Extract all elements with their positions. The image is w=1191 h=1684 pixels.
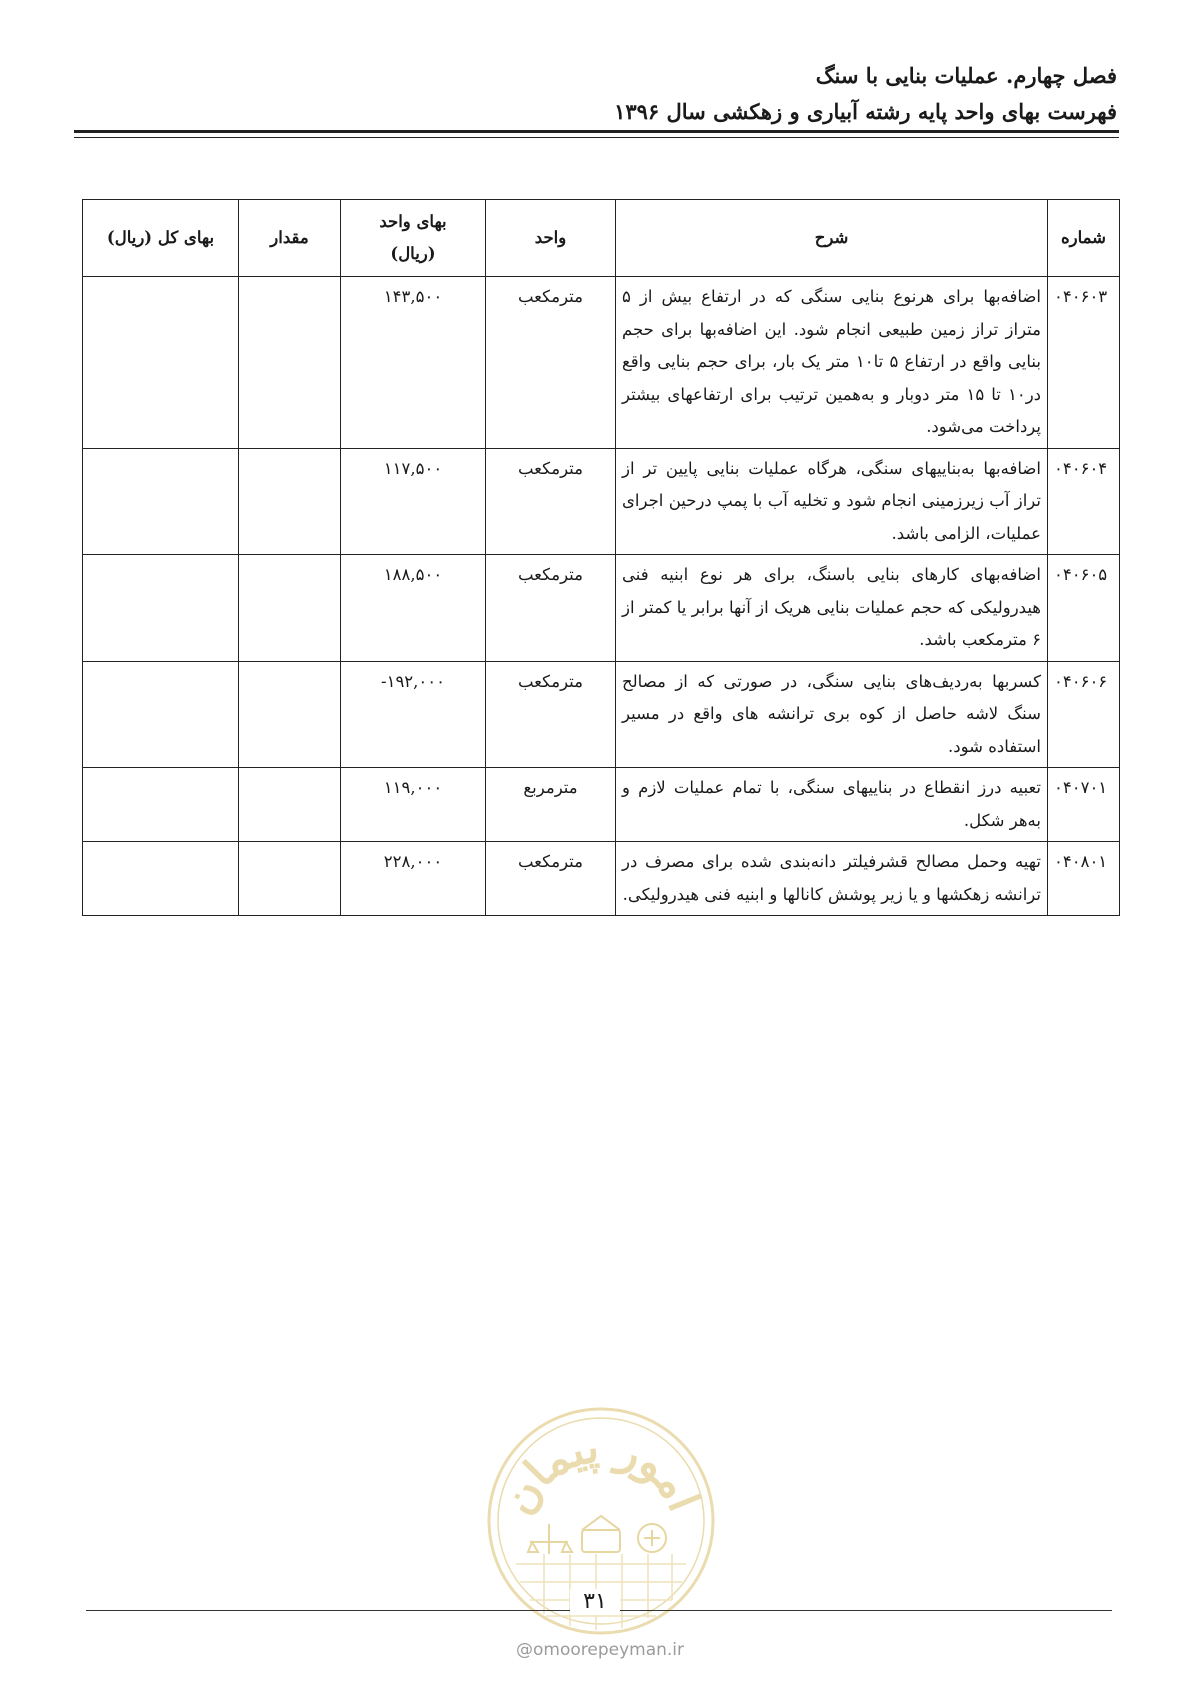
column-header-description: شرح — [616, 200, 1048, 277]
item-code: ۰۴۰۶۰۶ — [1048, 661, 1120, 768]
item-unit-price: ۲۲۸,۰۰۰ — [341, 842, 486, 916]
item-total — [83, 448, 239, 555]
unit-price-label: بهای واحد — [379, 211, 447, 231]
item-total — [83, 277, 239, 449]
item-unit: مترمکعب — [486, 842, 616, 916]
page-number: ۳۱ — [570, 1589, 620, 1615]
chapter-title: فصل چهارم. عملیات بنایی با سنگ — [815, 63, 1117, 88]
item-unit: مترمکعب — [486, 661, 616, 768]
item-quantity — [239, 448, 341, 555]
item-description: اضافه‌بهای کارهای بنایی باسنگ، برای هر نوع ابنیه فنی هیدرولیکی که حجم عملیات بنایی هریک از آنها برابر یا کمتر از ۶ مترمکعب باشد. — [616, 555, 1048, 662]
column-header-unit-price — [341, 200, 486, 277]
item-total — [83, 842, 239, 916]
column-header-unit: واحد — [486, 200, 616, 277]
price-list-table — [82, 199, 1120, 916]
item-quantity — [239, 661, 341, 768]
item-description: تهیه وحمل مصالح قشرفیلتر دانه‌بندی شده برای مصرف در ترانشه زهکشها و یا زیر پوشش کانالها و ابنیه فنی هیدرولیکی. — [616, 842, 1048, 916]
item-quantity — [239, 842, 341, 916]
item-code: ۰۴۰۶۰۴ — [1048, 448, 1120, 555]
item-unit: مترمربع — [486, 768, 616, 842]
website-watermark: @omoorepeyman.ir — [515, 1640, 685, 1660]
page-header — [67, 58, 1117, 130]
item-code: ۰۴۰۷۰۱ — [1048, 768, 1120, 842]
seal-emblems-icon — [528, 1516, 666, 1554]
item-code: ۰۴۰۶۰۳ — [1048, 277, 1120, 449]
seal-lettering: امور پیمان — [492, 1421, 710, 1523]
item-unit-price: ۱۱۷,۵۰۰ — [341, 448, 486, 555]
item-description: اضافه‌بها به‌بناییهای سنگی، هرگاه عملیات بنایی پایین تر از تراز آب زیرزمینی انجام شود و تخلیه آب با پمپ درحین اجرای عملیات، الزامی باشد. — [616, 448, 1048, 555]
item-quantity — [239, 277, 341, 449]
table-row — [83, 555, 1120, 662]
table-row — [83, 448, 1120, 555]
header-rule-thin — [74, 137, 1119, 138]
item-unit-price: ۱۱۹,۰۰۰ — [341, 768, 486, 842]
table-row — [83, 661, 1120, 768]
item-unit: مترمکعب — [486, 448, 616, 555]
table-header-row — [83, 200, 1120, 277]
item-unit: مترمکعب — [486, 277, 616, 449]
column-header-code: شماره — [1048, 200, 1120, 277]
item-quantity — [239, 555, 341, 662]
item-quantity — [239, 768, 341, 842]
column-header-total: بهای کل (ریال) — [83, 200, 239, 277]
item-code: ۰۴۰۶۰۵ — [1048, 555, 1120, 662]
item-total — [83, 555, 239, 662]
table-row — [83, 768, 1120, 842]
unit-price-currency: (ریال) — [390, 244, 436, 263]
item-unit-price: ۱۸۸,۵۰۰ — [341, 555, 486, 662]
item-unit-price: ۱۴۳,۵۰۰ — [341, 277, 486, 449]
document-subtitle: فهرست بهای واحد پایه رشته آبیاری و زهکشی سال ۱۳۹۶ — [614, 99, 1117, 124]
column-header-quantity: مقدار — [239, 200, 341, 277]
item-description: تعبیه درز انقطاع در بناییهای سنگی، با تمام عملیات لازم و به‌هر شکل. — [616, 768, 1048, 842]
table-row — [83, 842, 1120, 916]
table-row — [83, 277, 1120, 449]
item-unit-price: -۱۹۲,۰۰۰ — [341, 661, 486, 768]
item-total — [83, 768, 239, 842]
item-description: اضافه‌بها برای هرنوع بنایی سنگی که در ارتفاع بیش از ۵ متراز تراز زمین طبیعی انجام شود. این اضافه‌بها برای حجم بنایی واقع در ارتفاع ۵ تا۱۰ متر یک بار، برای حجم بنایی واقع در۱۰ تا ۱۵ متر دوبار و به‌همین ترتیب برای ارتفاعهای بیشتر پرداخت می‌شود. — [616, 277, 1048, 449]
item-total — [83, 661, 239, 768]
header-rule-thick — [74, 130, 1119, 133]
item-unit: مترمکعب — [486, 555, 616, 662]
item-code: ۰۴۰۸۰۱ — [1048, 842, 1120, 916]
item-description: کسربها به‌ردیف‌های بنایی سنگی، در صورتی که از مصالح سنگ لاشه حاصل از کوه بری ترانشه های واقع در مسیر استفاده شود. — [616, 661, 1048, 768]
